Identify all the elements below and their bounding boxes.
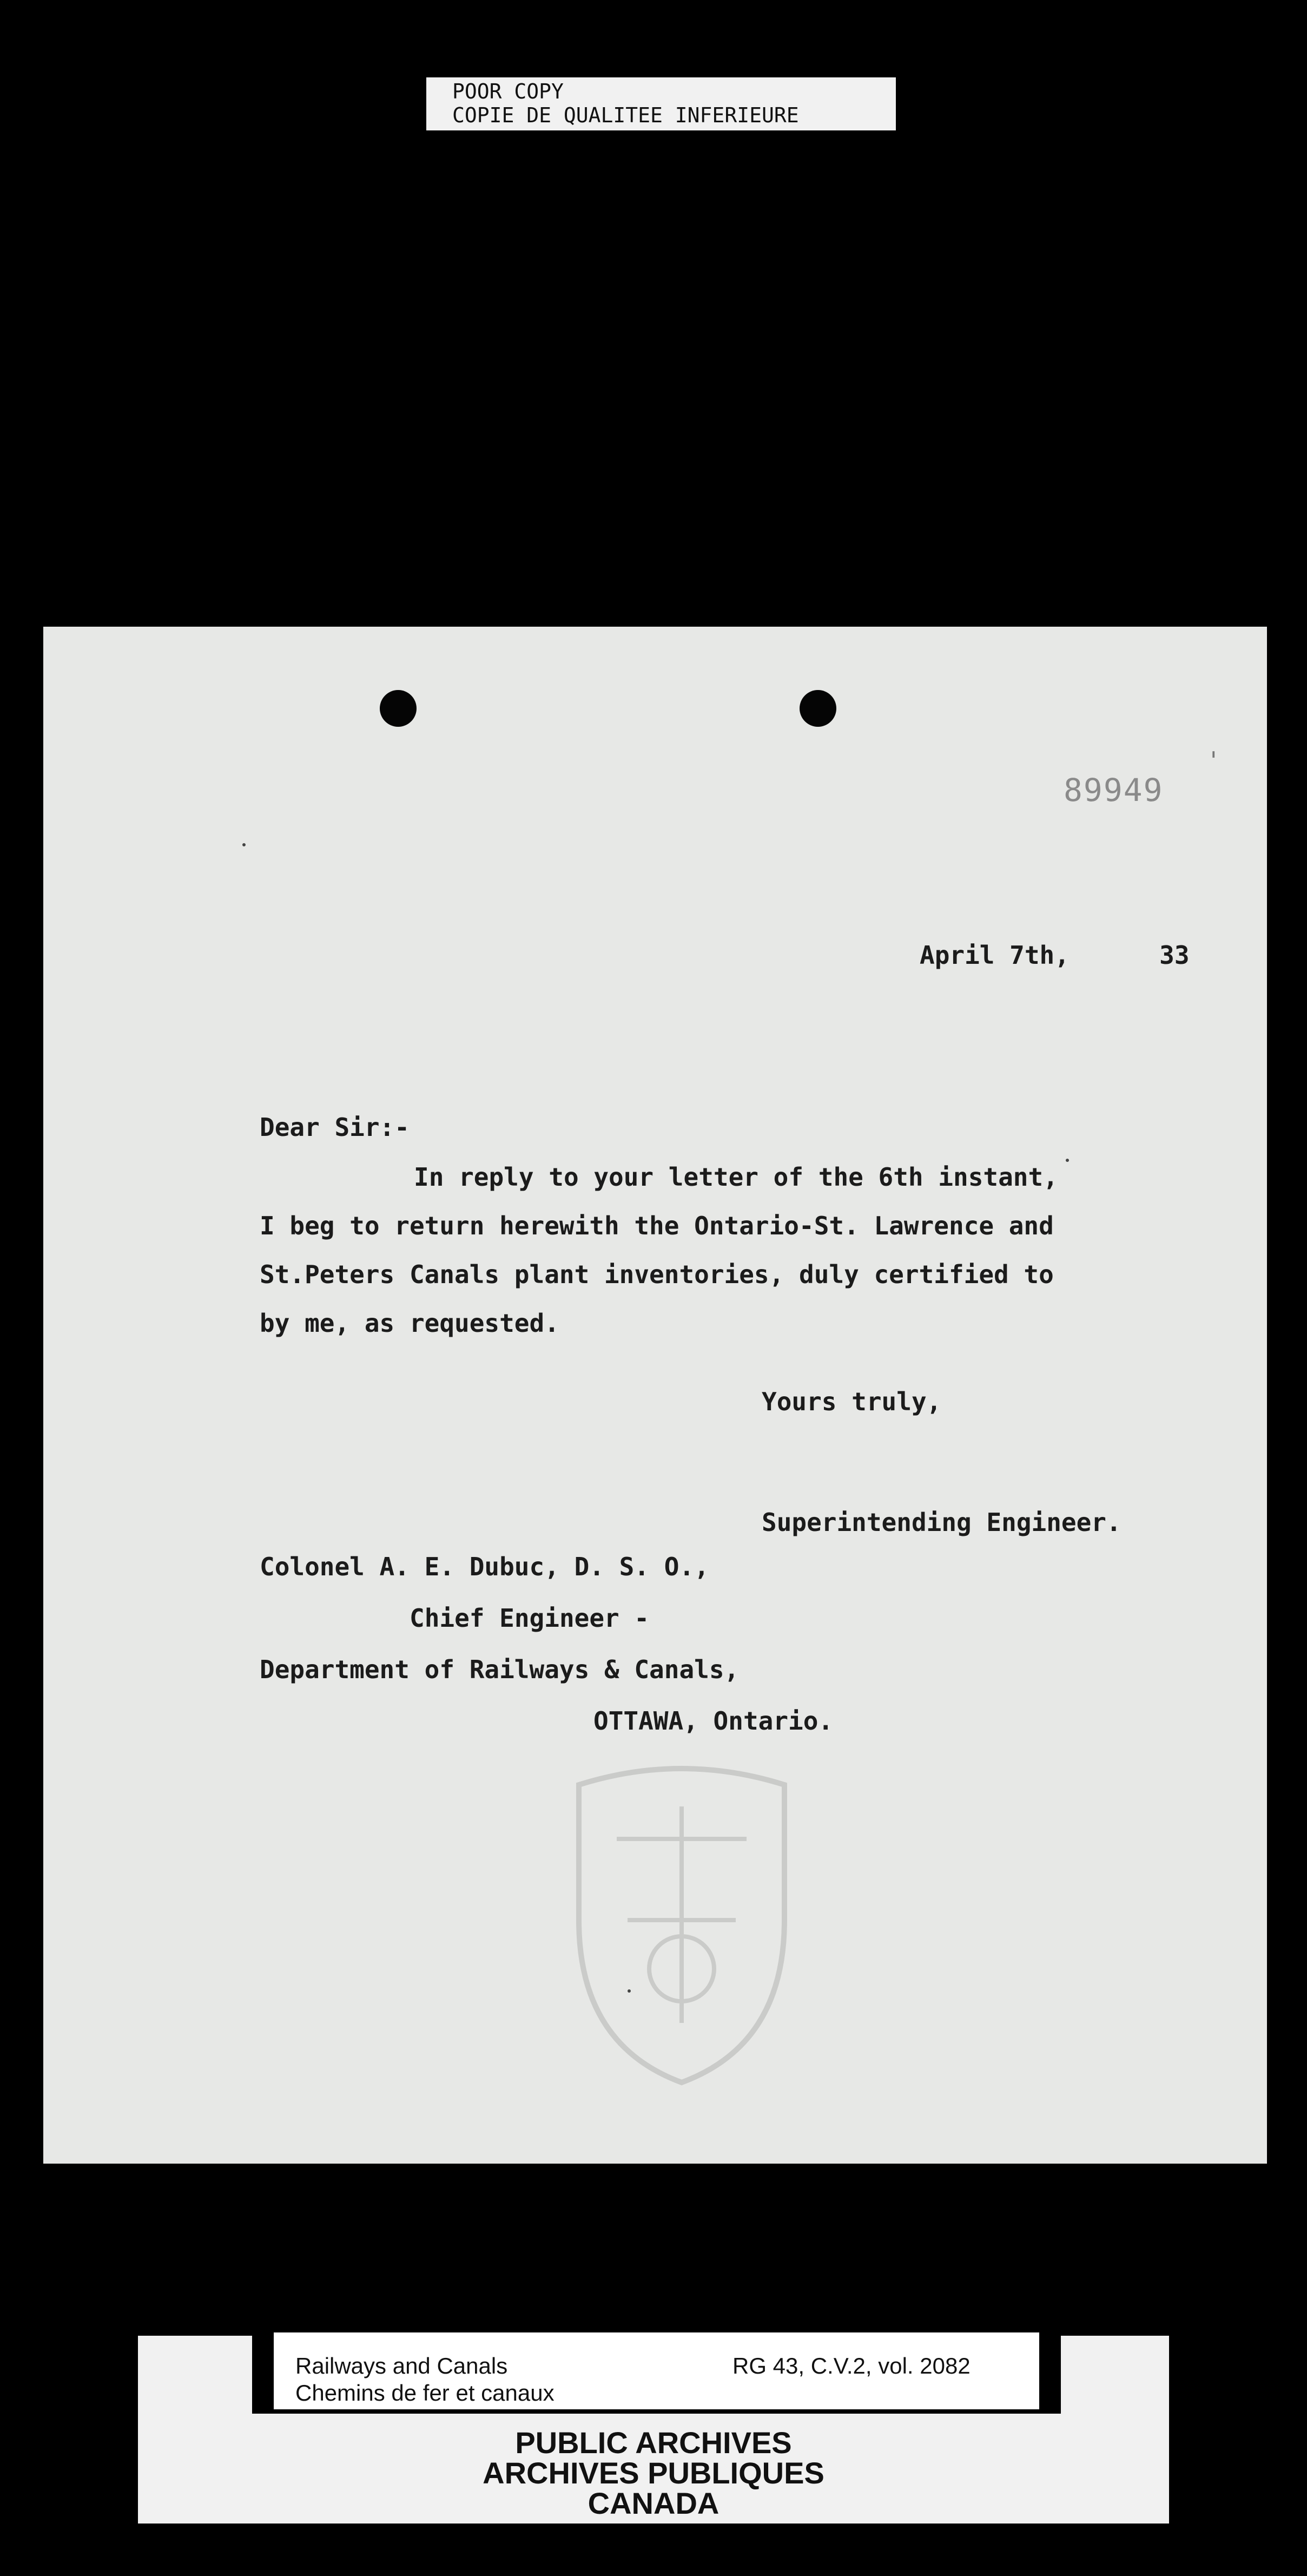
address-line-4: OTTAWA, Ontario. (593, 1706, 834, 1736)
closing: Yours truly, (762, 1387, 942, 1416)
address-line-2: Chief Engineer - (410, 1604, 650, 1633)
poor-copy-line-2: COPIE DE QUALITEE INFERIEURE (452, 103, 799, 127)
body-line-1: In reply to your letter of the 6th instant, (414, 1162, 1058, 1192)
letter-date-line (920, 941, 1190, 970)
archives-stamp (138, 2428, 1169, 2519)
letter-page (43, 627, 1267, 2164)
body-line-2: I beg to return herewith the Ontario-St. Lawrence and (260, 1211, 1054, 1240)
archives-name-en: PUBLIC ARCHIVES (515, 2426, 792, 2460)
crest-watermark (546, 1742, 817, 2093)
paper-speck (1066, 1159, 1069, 1162)
series-name-fr: Chemins de fer et canaux (295, 2380, 555, 2406)
punch-hole-left (380, 690, 417, 727)
pencil-mark: ' (1206, 747, 1221, 774)
salutation: Dear Sir:- (260, 1113, 410, 1142)
series-name-en: Railways and Canals (295, 2353, 508, 2378)
poor-copy-stamp (426, 77, 896, 130)
address-line-3: Department of Railways & Canals, (260, 1655, 740, 1684)
punch-hole-right (800, 690, 836, 727)
letter-date: April 7th, (920, 941, 1070, 970)
archive-reference: RG 43, C.V.2, vol. 2082 (732, 2353, 971, 2378)
signature-title: Superintending Engineer. (762, 1508, 1121, 1537)
file-number: 89949 (1064, 772, 1164, 809)
archive-label-band (138, 2336, 1169, 2524)
paper-speck (242, 843, 246, 846)
address-line-1: Colonel A. E. Dubuc, D. S. O., (260, 1552, 709, 1581)
archives-country: CANADA (588, 2486, 719, 2520)
archive-reference-box (252, 2332, 1061, 2414)
archives-name-fr: ARCHIVES PUBLIQUES (483, 2456, 824, 2490)
body-line-3: St.Peters Canals plant inventories, duly certified to (260, 1260, 1054, 1289)
letter-year: 33 (1159, 941, 1190, 970)
body-line-4: by me, as requested. (260, 1309, 559, 1338)
poor-copy-line-1: POOR COPY (452, 80, 564, 103)
